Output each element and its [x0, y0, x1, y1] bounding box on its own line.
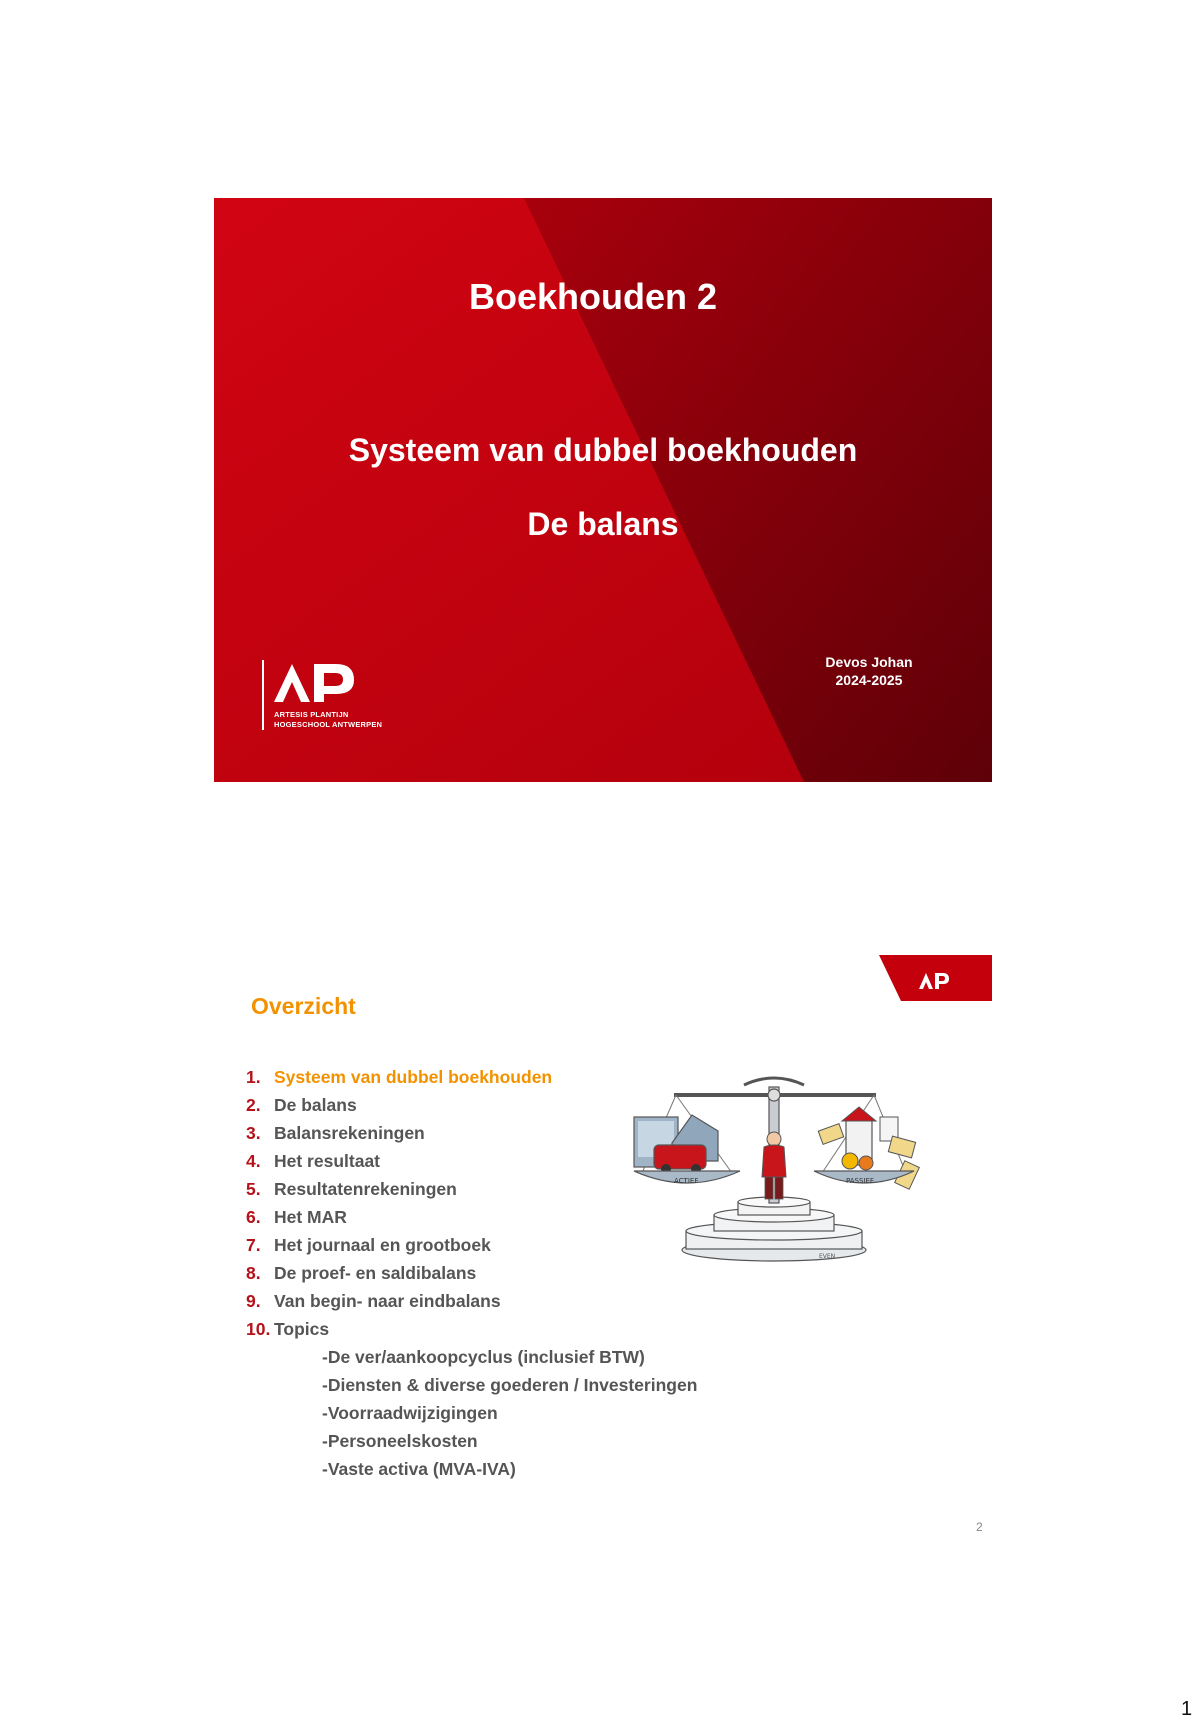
base-label: EVEN	[819, 1253, 836, 1260]
toc-item	[246, 1291, 697, 1319]
toc-label: De balans	[274, 1095, 357, 1115]
right-pan-label: PASSIEF	[846, 1177, 874, 1185]
toc-subtopic: -Voorraadwijzigingen	[322, 1403, 498, 1423]
chapter-title: Systeem van dubbel boekhouden	[348, 432, 858, 468]
toc-subtopic: -Diensten & diverse goederen / Investeringen	[322, 1375, 698, 1395]
scale-top	[744, 1078, 804, 1085]
balance-scale-illustration	[614, 1065, 924, 1265]
toc-item	[246, 1263, 697, 1291]
author-block	[784, 653, 954, 689]
slide-heading: Overzicht	[251, 993, 356, 1019]
toc-subtopic: -Vaste activa (MVA-IVA)	[322, 1459, 516, 1479]
toc-number: 2.	[246, 1095, 261, 1115]
stair-base	[682, 1197, 866, 1261]
logo-divider	[262, 660, 264, 730]
title-slide	[214, 198, 992, 782]
toc-label: Het MAR	[274, 1207, 347, 1227]
toc-number: 8.	[246, 1263, 261, 1283]
toc-label: Resultatenrekeningen	[274, 1179, 457, 1199]
slide-number: 2	[976, 1520, 983, 1534]
toc-number: 10.	[246, 1319, 271, 1339]
toc-number: 4.	[246, 1151, 261, 1171]
toc-label: Topics	[274, 1319, 330, 1339]
course-title: Boekhouden 2	[468, 276, 718, 317]
toc-subtopic: -Personeelskosten	[322, 1431, 478, 1451]
toc-label: Systeem van dubbel boekhouden	[274, 1067, 553, 1087]
toc-number: 6.	[246, 1207, 261, 1227]
toc-label: Het journaal en grootboek	[274, 1235, 491, 1255]
author-name: Devos Johan	[825, 654, 913, 670]
toc-label: De proef- en saldibalans	[274, 1263, 477, 1283]
toc-number: 7.	[246, 1235, 261, 1255]
toc-subtopic: -De ver/aankoopcyclus (inclusief BTW)	[322, 1347, 645, 1367]
toc-label: Het resultaat	[274, 1151, 381, 1171]
ap-logo	[262, 660, 412, 740]
toc-number: 3.	[246, 1123, 261, 1143]
toc-number: 9.	[246, 1291, 261, 1311]
left-pan-assets	[634, 1115, 718, 1174]
toc-number: 1.	[246, 1067, 261, 1087]
logo-line-2: HOGESCHOOL ANTWERPEN	[274, 720, 383, 729]
academic-year: 2024-2025	[835, 672, 903, 688]
page-number: 1	[1181, 1698, 1193, 1720]
logo-text	[274, 710, 382, 730]
left-pan-label: ACTIEF	[674, 1177, 699, 1185]
toc-number: 5.	[246, 1179, 261, 1199]
ap-logo-icon	[274, 662, 358, 704]
topic-title: De balans	[527, 506, 679, 542]
overview-slide	[214, 955, 992, 1540]
toc-item	[246, 1319, 697, 1347]
toc-label: Balansrekeningen	[274, 1123, 425, 1143]
toc-label: Van begin- naar eindbalans	[274, 1291, 501, 1311]
logo-line-1: ARTESIS PLANTIJN	[274, 710, 349, 719]
ap-corner-logo	[879, 955, 992, 1001]
